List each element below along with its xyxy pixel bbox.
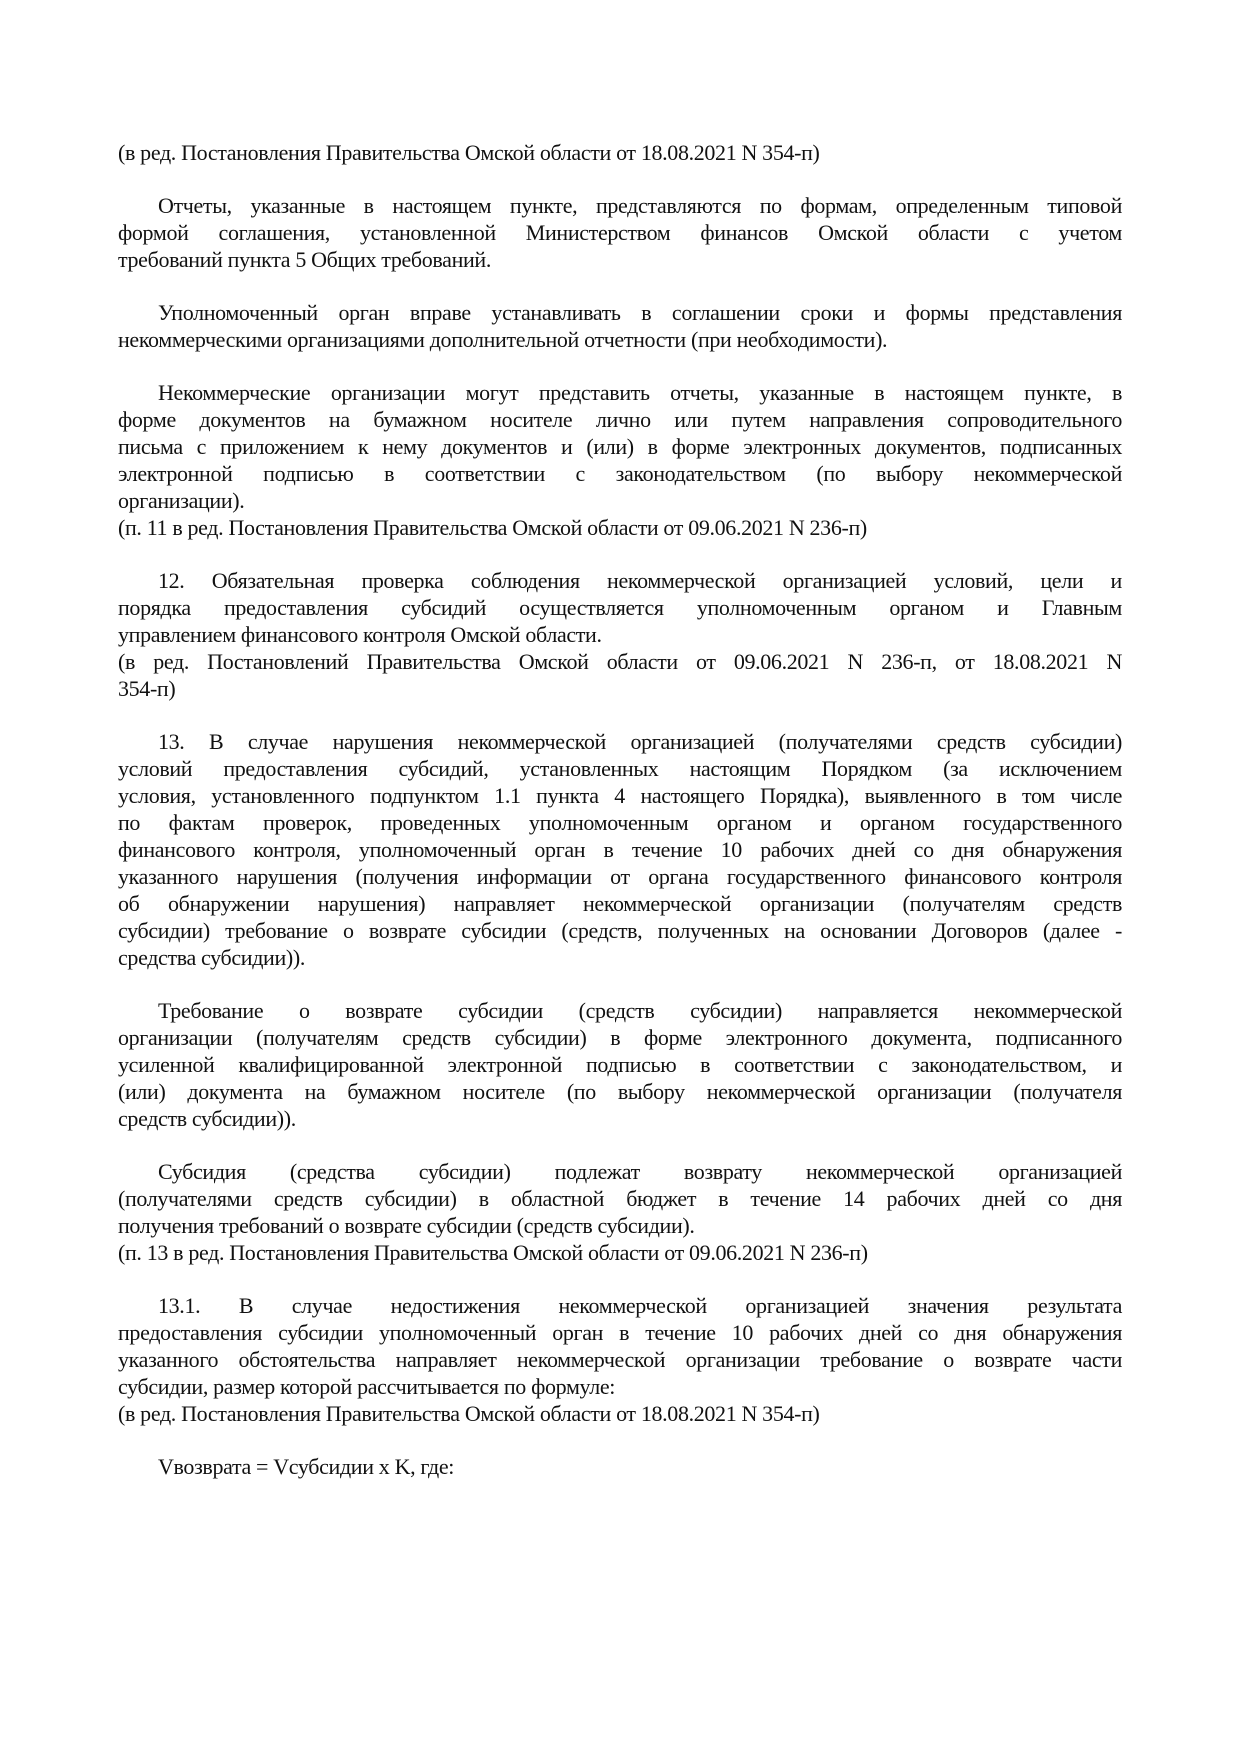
paragraph-line: Отчеты, указанные в настоящем пункте, представляются по формам, определенным типовой — [158, 193, 1122, 218]
paragraph-refund-deadline — [118, 1158, 1122, 1266]
paragraph-line: средств субсидии)). — [118, 1106, 296, 1131]
paragraph-line: 13. В случае нарушения некоммерческой организацией (получателями средств субсидии) — [158, 729, 1122, 754]
edit-note — [118, 139, 1122, 166]
document-page — [118, 139, 1122, 1480]
paragraph-line: субсидии, размер которой рассчитывается по формуле: — [118, 1374, 616, 1399]
edit-note-text: (в ред. Постановления Правительства Омской области от 18.08.2021 N 354-п) — [118, 1401, 820, 1426]
paragraph-line: требований пункта 5 Общих требований. — [118, 247, 491, 272]
paragraph-line: средства субсидии)). — [118, 945, 305, 970]
paragraph-line: организации (получателям средств субсидии) в форме электронного документа, подписанного — [118, 1025, 1122, 1050]
paragraph-line: (получателями средств субсидии) в областной бюджет в течение 14 рабочих дней со дня — [118, 1186, 1122, 1211]
paragraph-line: формой соглашения, установленной Министерством финансов Омской области с учетом — [118, 220, 1122, 245]
paragraph-line: Субсидия (средства субсидии) подлежат возврату некоммерческой организацией — [158, 1159, 1122, 1184]
paragraph-line: условия, установленного подпунктом 1.1 пункта 4 настоящего Порядка), выявленного в том числе — [118, 783, 1122, 808]
clause-13 — [118, 728, 1122, 971]
paragraph-line: усиленной квалифицированной электронной подписью в соответствии с законодательством, и — [118, 1052, 1122, 1077]
paragraph-line: 12. Обязательная проверка соблюдения некоммерческой организацией условий, цели и — [158, 568, 1122, 593]
paragraph-line: Некоммерческие организации могут представить отчеты, указанные в настоящем пункте, в — [158, 380, 1122, 405]
edit-note-text: 354-п) — [118, 676, 176, 701]
clause-13-1 — [118, 1292, 1122, 1427]
paragraph-line: управлением финансового контроля Омской области. — [118, 622, 602, 647]
paragraph-line: предоставления субсидии уполномоченный орган в течение 10 рабочих дней со дня обнаружения — [118, 1320, 1122, 1345]
paragraph-line: (или) документа на бумажном носителе (по выбору некоммерческой организации (получателя — [118, 1079, 1122, 1104]
edit-note-text: (в ред. Постановления Правительства Омской области от 18.08.2021 N 354-п) — [118, 140, 820, 165]
edit-note-text: (п. 11 в ред. Постановления Правительства Омской области от 09.06.2021 N 236-п) — [118, 515, 867, 540]
edit-note-text: (п. 13 в ред. Постановления Правительства Омской области от 09.06.2021 N 236-п) — [118, 1240, 868, 1265]
paragraph-report-submission — [118, 379, 1122, 541]
paragraph-line: порядка предоставления субсидий осуществляется уполномоченным органом и Главным — [118, 595, 1122, 620]
paragraph-line: письма с приложением к нему документов и (или) в форме электронных документов, подписанных — [118, 434, 1122, 459]
edit-note-text: (в ред. Постановлений Правительства Омской области от 09.06.2021 N 236-п, от 18.08.2021 N — [118, 649, 1122, 674]
paragraph-line: получения требований о возврате субсидии (средств субсидии). — [118, 1213, 695, 1238]
paragraph-line: Требование о возврате субсидии (средств субсидии) направляется некоммерческой — [158, 998, 1122, 1023]
paragraph-line: условий предоставления субсидий, установленных настоящим Порядком (за исключением — [118, 756, 1122, 781]
paragraph-line: по фактам проверок, проведенных уполномоченным органом и органом государственного — [118, 810, 1122, 835]
paragraph-line: об обнаружении нарушения) направляет некоммерческой организации (получателям средств — [118, 891, 1122, 916]
paragraph-reports-forms — [118, 192, 1122, 273]
paragraph-line: Уполномоченный орган вправе устанавливать в соглашении сроки и формы представления — [158, 300, 1122, 325]
paragraph-authorized-body — [118, 299, 1122, 353]
paragraph-line: электронной подписью в соответствии с законодательством (по выбору некоммерческой — [118, 461, 1122, 486]
paragraph-line: финансового контроля, уполномоченный орган в течение 10 рабочих дней со дня обнаружения — [118, 837, 1122, 862]
paragraph-line: 13.1. В случае недостижения некоммерческой организацией значения результата — [158, 1293, 1122, 1318]
paragraph-line: указанного нарушения (получения информации от органа государственного финансового контроля — [118, 864, 1122, 889]
clause-12 — [118, 567, 1122, 702]
formula-text: Vвозврата = Vсубсидии x K, где: — [158, 1454, 455, 1479]
formula — [118, 1453, 1122, 1480]
paragraph-line: указанного обстоятельства направляет некоммерческой организации требование о возврате части — [118, 1347, 1122, 1372]
paragraph-line: некоммерческими организациями дополнительной отчетности (при необходимости). — [118, 327, 888, 352]
paragraph-line: форме документов на бумажном носителе лично или путем направления сопроводительного — [118, 407, 1122, 432]
paragraph-refund-demand — [118, 997, 1122, 1132]
paragraph-line: организации). — [118, 488, 245, 513]
paragraph-line: субсидии) требование о возврате субсидии (средств, полученных на основании Договоров (далее - — [118, 918, 1122, 943]
